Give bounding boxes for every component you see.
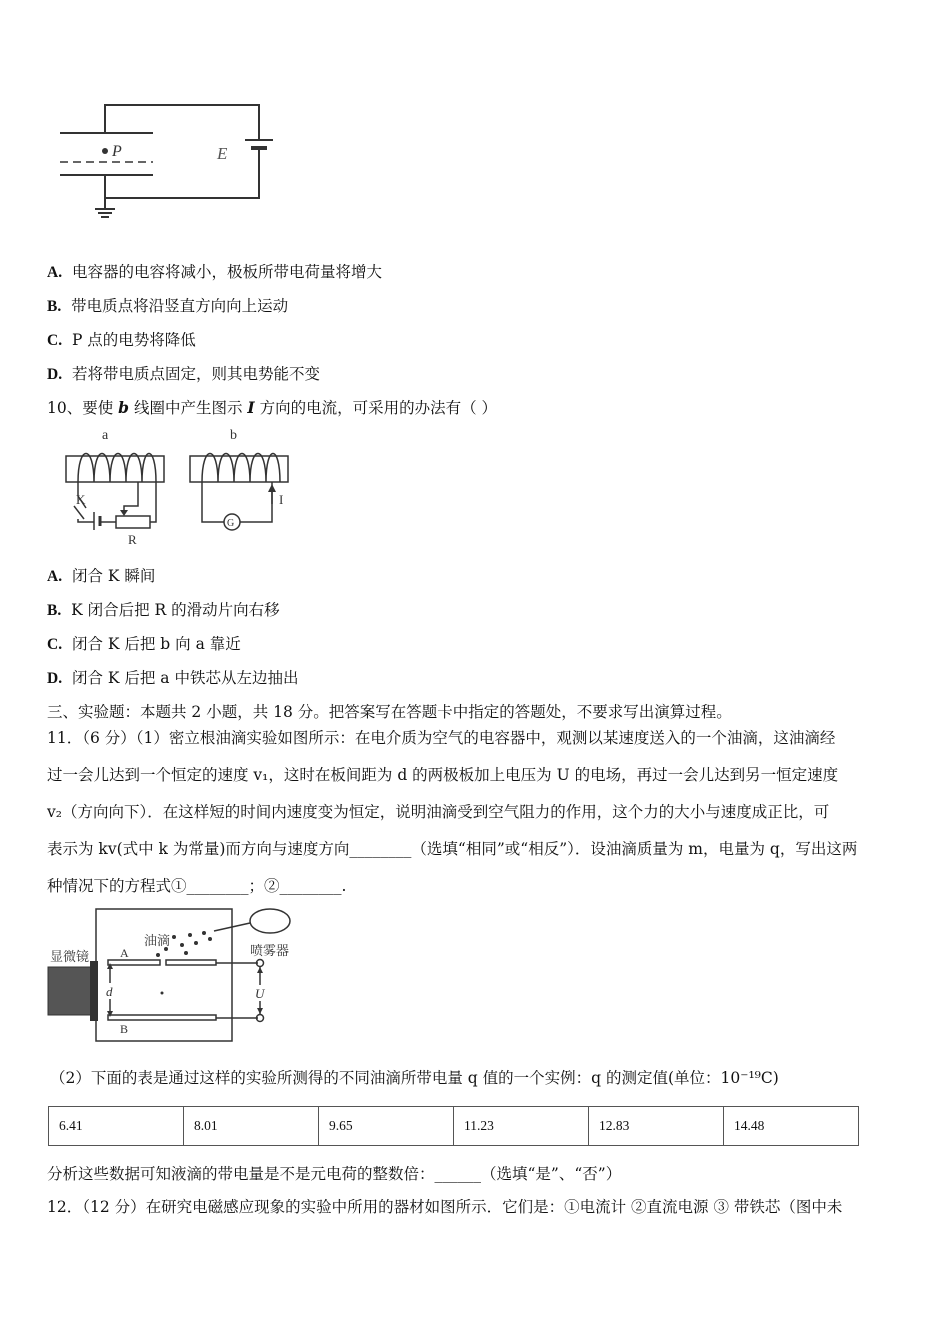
coil-b-wire-right [240, 482, 272, 522]
q10-option-a: A. 闭合 K 瞬间 [47, 567, 156, 585]
microscope-body [48, 967, 96, 1015]
microscope-lens [90, 961, 98, 1021]
table-cell: 9.65 [319, 1107, 454, 1146]
table-cell: 11.23 [454, 1107, 589, 1146]
table-cell: 8.01 [184, 1107, 319, 1146]
oil-drop-particle [208, 937, 212, 941]
coil-a-wire-bottom [78, 519, 94, 522]
q-values-table [48, 1106, 859, 1146]
q9-option-a: A. 电容器的电容将减小，极板所带电荷量将增大 [47, 263, 382, 281]
coil-b-windings [202, 454, 280, 483]
section-3-heading: 三、实验题：本题共 2 小题，共 18 分。把答案写在答题卡中指定的答题处，不要求写出演算过程。 [47, 703, 732, 721]
voltage-label: U [255, 986, 265, 1001]
capacitor-circuit-figure [55, 95, 285, 235]
switch-k [74, 506, 84, 519]
coil-b-wire-left [202, 482, 224, 522]
slider-wire [124, 482, 138, 514]
plate-a-right [166, 960, 216, 965]
q9-option-b: B. 带电质点将沿竖直方向向上运动 [47, 297, 289, 315]
current-label: I [279, 492, 284, 507]
distance-label: d [106, 984, 113, 999]
microscope-label: 显微镜 [50, 950, 90, 965]
oil-drop-particle [156, 953, 160, 957]
label-p: P [112, 143, 122, 160]
plate-b-label: B [120, 1022, 129, 1036]
table-cell: 12.83 [589, 1107, 724, 1146]
q11-line-3: v₂（方向向下）．在这样短的时间内速度变为恒定，说明油滴受到空气阻力的作用，这个力的大小与速度成正比，可 [47, 803, 830, 821]
plate-a-left [108, 960, 160, 965]
oil-drop-particle [180, 943, 184, 947]
q12-line-1: 12．（12 分）在研究电磁感应现象的实验中所用的器材如图所示．它们是：①电流计 ②直流电源 ③ 带铁芯（图中未 [47, 1198, 843, 1216]
switch-label: K [76, 492, 86, 507]
oil-drop-label: 油滴 [144, 934, 171, 949]
plate-a-label: A [120, 946, 129, 960]
plate-b [108, 1015, 216, 1020]
coil-a-label: a [102, 428, 109, 443]
q10-option-c: C. 闭合 K 后把 b 向 a 靠近 [47, 635, 241, 653]
oil-drop-particle [188, 933, 192, 937]
q9-option-c: C. P 点的电势将降低 [47, 331, 196, 349]
sprayer-label: 喷雾器 [250, 944, 290, 959]
coil-b-label: b [230, 428, 237, 443]
q11-analysis: 分析这些数据可知液滴的带电量是不是元电荷的整数倍：______（选填“是”、“否”） [47, 1165, 622, 1183]
table-cell: 6.41 [49, 1107, 184, 1146]
slider-arrow-head [120, 510, 128, 516]
voltage-arrow-down [257, 1008, 263, 1014]
coil-a-windings [78, 454, 156, 483]
apparatus-box [96, 909, 232, 1041]
q10-stem: 10、要使 b 线圈中产生图示 I 方向的电流，可采用的办法有（ ） [47, 398, 497, 417]
point-p-dot [102, 148, 108, 154]
coils-figure [58, 424, 308, 548]
q10-option-d: D. 闭合 K 后把 a 中铁芯从左边抽出 [47, 669, 299, 687]
resistor-r [116, 516, 150, 528]
oil-drop-particle [172, 935, 176, 939]
table-row [49, 1107, 859, 1146]
resistor-label: R [128, 532, 137, 547]
current-arrow-head [268, 484, 276, 492]
voltage-arrow-up [257, 967, 263, 973]
observed-drop [161, 992, 164, 995]
galvanometer-label: G [227, 518, 235, 529]
q11-line-4: 表示为 kv(式中 k 为常量)而方向与速度方向________（选填“相同”或“相反”）．设油滴质量为 m，电量为 q，写出这两 [47, 840, 858, 858]
q11-line-5: 种情况下的方程式①________；②________. [47, 877, 347, 895]
q11-line-1: 11．（6 分）（1）密立根油滴实验如图所示：在电介质为空气的电容器中，观测以某速度送入的一个油滴，这油滴经 [47, 729, 836, 747]
label-e: E [217, 144, 228, 163]
wire-top [105, 105, 259, 140]
oil-drop-particle [202, 931, 206, 935]
sprayer-bulb [250, 909, 290, 933]
oil-drop-particle [184, 951, 188, 955]
q11-part-2: （2）下面的表是通过这样的实验所测得的不同油滴所带电量 q 值的一个实例：q 的测定值(单位：10⁻¹⁹C) [50, 1069, 779, 1087]
q9-option-d: D. 若将带电质点固定，则其电势能不变 [47, 365, 320, 383]
table-cell: 14.48 [724, 1107, 859, 1146]
oil-drop-figure [44, 905, 294, 1045]
q11-line-2: 过一会儿达到一个恒定的速度 v₁，这时在板间距为 d 的两极板加上电压为 U 的电场，再过一会儿达到另一恒定速度 [47, 766, 839, 784]
q10-option-b: B. K 闭合后把 R 的滑动片向右移 [47, 601, 280, 619]
coil-a-wire-right [150, 482, 156, 522]
oil-drop-particle [194, 941, 198, 945]
